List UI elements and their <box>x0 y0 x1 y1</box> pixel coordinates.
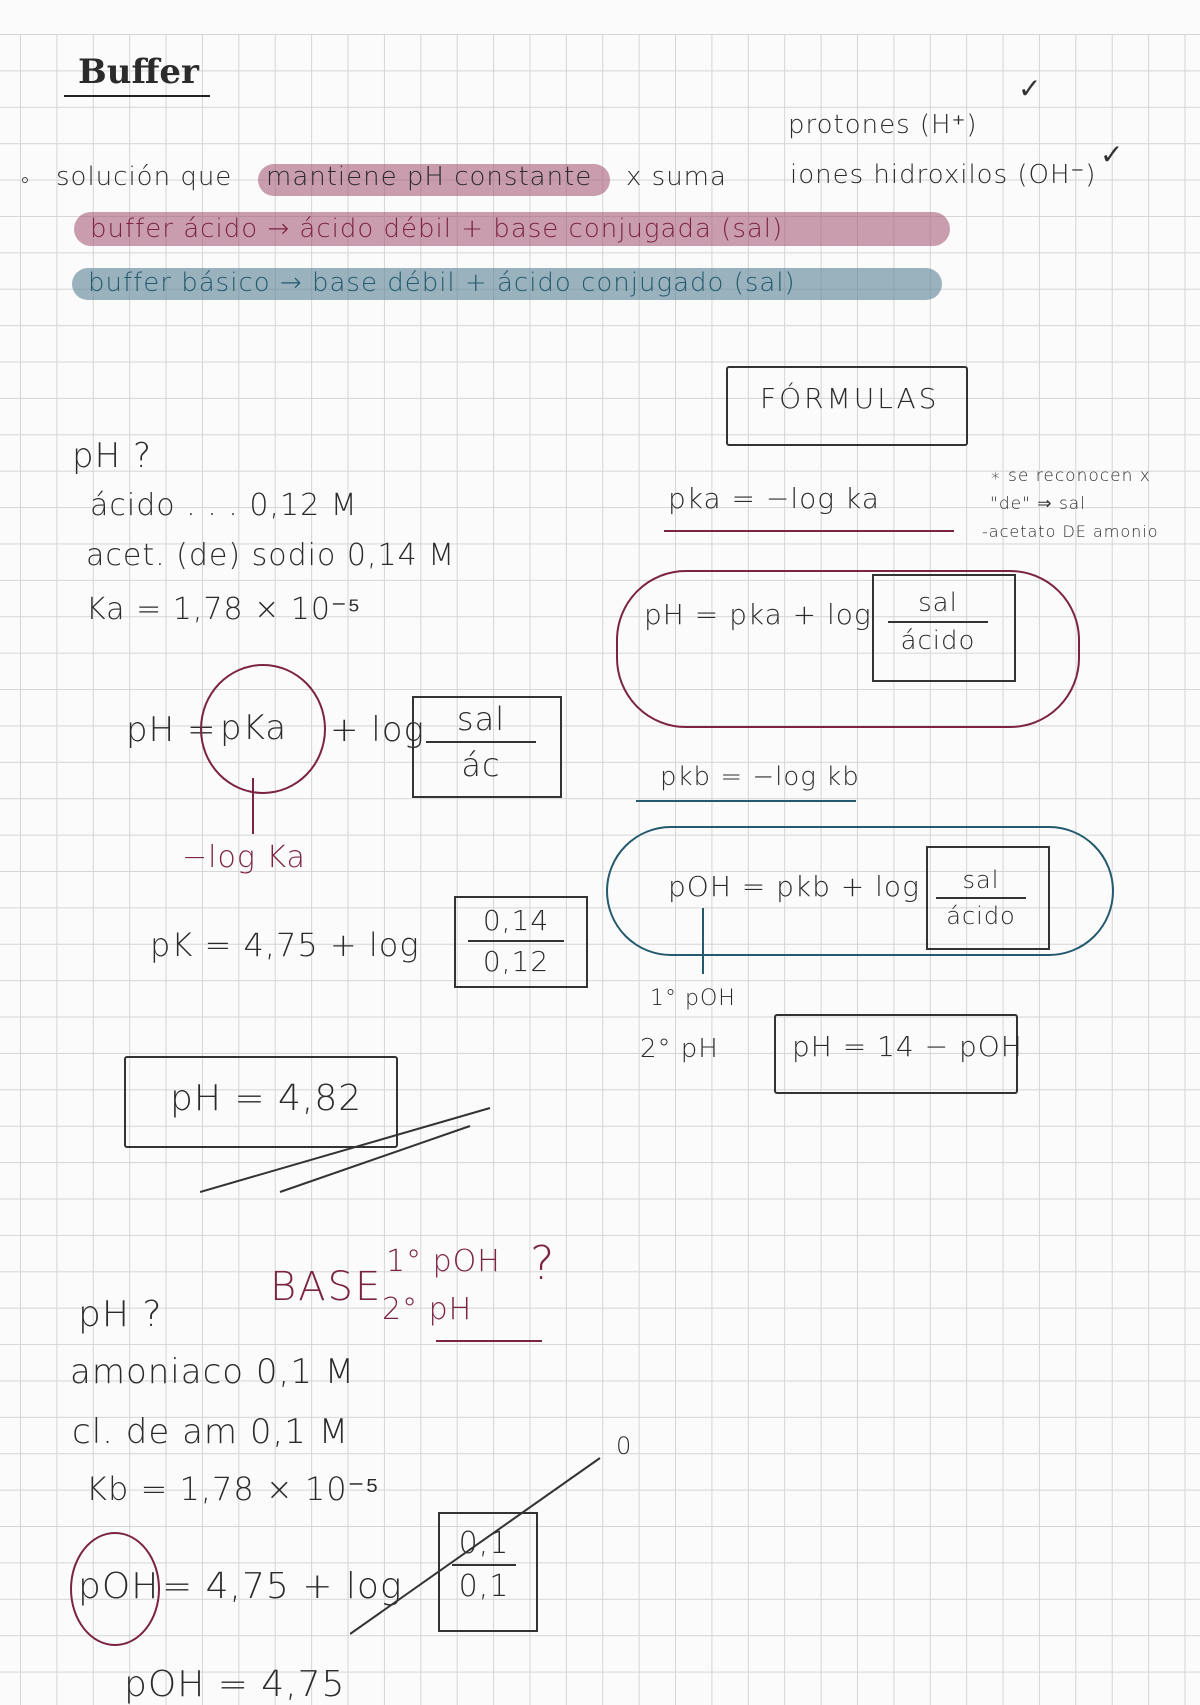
note-line-2: "de" ⇒ sal <box>990 494 1086 514</box>
ph-formula-numerator: sal <box>918 588 958 618</box>
solution-prefix: solución que <box>56 162 233 192</box>
ph-formula-fraction <box>888 588 988 656</box>
problem2-poh: pOH <box>78 1566 160 1607</box>
poh-formula-denominator: ácido <box>946 902 1016 930</box>
ph-from-poh: pH = 14 − pOH <box>792 1030 1023 1063</box>
strike-lines <box>200 1100 500 1200</box>
problem1-plus-log: + log <box>330 710 425 750</box>
pka-underline <box>664 530 954 532</box>
basic-buffer-line: buffer básico → base débil + ácido conjugado (sal) <box>88 268 796 298</box>
cancel-line <box>350 1430 633 1640</box>
problem1-denominator: ác <box>461 746 501 784</box>
problem1-question: pH ? <box>72 436 153 476</box>
fraction-bar <box>426 741 536 743</box>
protons-label: protones (H⁺) <box>788 110 978 140</box>
problem2-step1: 1° pOH <box>386 1244 501 1279</box>
note-line-3: -acetato DE amonio <box>982 522 1159 541</box>
pkb-formula: pkb = −log kb <box>660 762 860 792</box>
acid-buffer-line: buffer ácido → ácido débil + base conjugada (sal) <box>90 214 784 244</box>
title-underline <box>64 95 210 97</box>
formulas-heading: FÓRMULAS <box>760 382 940 415</box>
problem2-step2: 2° pH <box>382 1292 473 1327</box>
ph-formula-denominator: ácido <box>900 626 976 656</box>
poh-formula-lhs: pOH = pkb + log <box>668 870 920 903</box>
problem2-ammonia: amoniaco 0,1 M <box>70 1352 356 1392</box>
note-line-1: ∗ se reconocen x <box>990 466 1151 486</box>
poh-formula-numerator: sal <box>962 866 1000 894</box>
problem1-result: pH = 4,82 <box>170 1078 363 1119</box>
check-icon: ✓ <box>1100 138 1124 171</box>
hydroxyl-label: iones hidroxilos (OH⁻) <box>790 160 1097 190</box>
problem1-calc-fraction <box>468 904 564 978</box>
fraction-bar <box>888 621 988 623</box>
arrow-down-icon <box>252 778 254 834</box>
highlighted-text: mantiene pH constante <box>266 162 593 192</box>
x-suma-text: x suma <box>626 162 727 192</box>
problem2-calc-rhs: = 4,75 + log <box>162 1566 403 1607</box>
page-title: Buffer <box>78 52 199 92</box>
ph-formula-lhs: pH = pka + log <box>644 598 872 631</box>
problem1-ka: Ka = 1,78 × 10⁻⁵ <box>86 592 362 627</box>
pka-formula: pka = −log ka <box>668 482 880 515</box>
problem1-formula-lhs: pH = <box>126 710 217 750</box>
problem1-neg-log: −log Ka <box>182 840 306 875</box>
problem2-kb: Kb = 1,78 × 10⁻⁵ <box>86 1470 380 1508</box>
step-1: 1° pOH <box>650 986 736 1011</box>
question-mark-icon: ? <box>530 1236 556 1290</box>
arrow-down-icon <box>702 908 704 974</box>
bullet: ∘ <box>18 168 33 193</box>
problem1-calc-numerator: 0,14 <box>482 904 550 937</box>
step-2: 2° pH <box>640 1034 719 1064</box>
problem2-base-label: BASE <box>270 1264 383 1310</box>
check-icon: ✓ <box>1018 72 1042 105</box>
problem2-ammonium-chloride: cl. de am 0,1 M <box>72 1412 350 1452</box>
problem1-fraction <box>426 700 536 784</box>
problem1-acid: ácido . . . 0,12 M <box>90 488 358 523</box>
problem1-calc-denominator: 0,12 <box>482 945 550 978</box>
problem1-calc-lhs: pK = 4,75 + log <box>150 926 420 964</box>
problem2-result: pOH = 4,75 <box>124 1664 346 1705</box>
problem2-step-underline <box>436 1340 542 1342</box>
problem2-numerator: 0,1 <box>458 1526 510 1561</box>
problem2-denominator: 0,1 <box>458 1569 510 1604</box>
problem2-question: pH ? <box>78 1294 163 1335</box>
page-top-margin <box>0 0 1200 34</box>
pkb-underline <box>636 800 856 802</box>
problem1-pka: pKa <box>220 708 288 748</box>
fraction-bar <box>468 940 564 942</box>
poh-formula-fraction <box>936 866 1026 930</box>
problem1-acetate: acet. (de) sodio 0,14 M <box>86 538 456 573</box>
problem2-zero: 0 <box>616 1432 633 1460</box>
problem1-numerator: sal <box>456 700 506 738</box>
fraction-bar <box>936 897 1026 899</box>
